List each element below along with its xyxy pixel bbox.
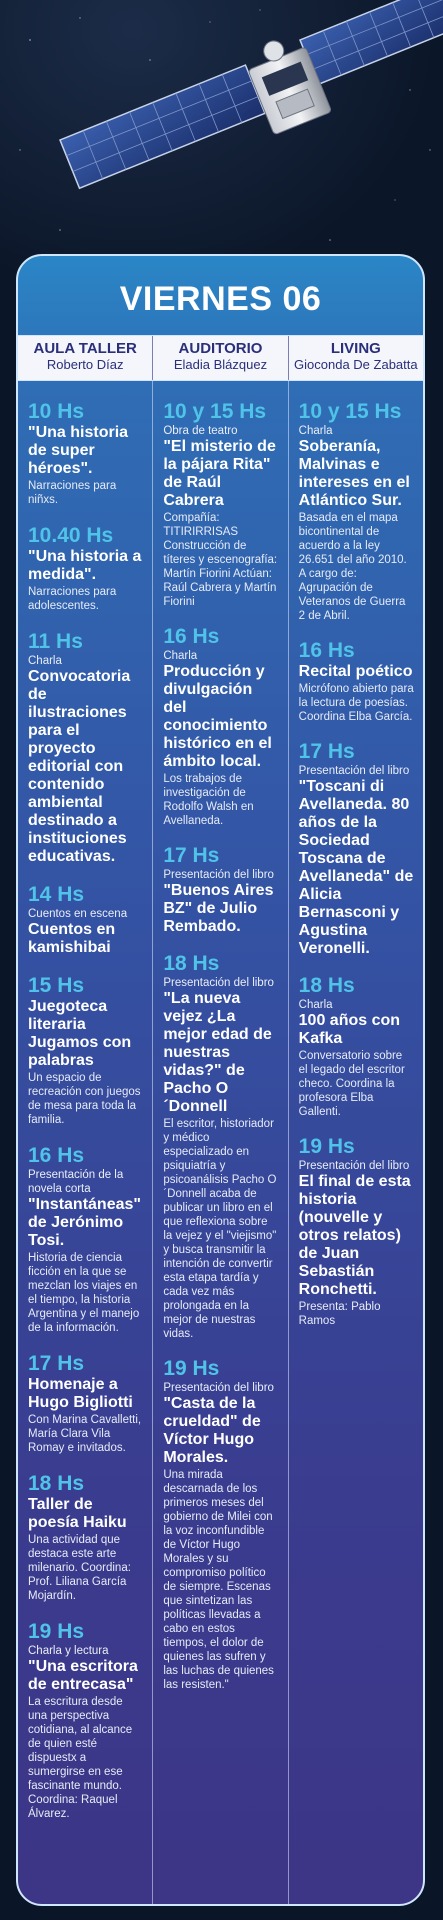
event-time: 10 Hs xyxy=(28,400,85,423)
event-time: 11 Hs xyxy=(28,630,83,653)
event-item xyxy=(163,625,278,828)
event-kind: Presentación del libro xyxy=(298,1160,410,1172)
event-time: 14 Hs xyxy=(28,883,85,906)
event-description: Un espacio de recreación con juegos de mesa para toda la familia. xyxy=(28,1072,141,1126)
room-name: AULA TALLER xyxy=(33,340,137,357)
room-person: Roberto Díaz xyxy=(46,357,124,372)
event-time: 18 Hs xyxy=(163,952,220,975)
event-time: 16 Hs xyxy=(28,1144,85,1167)
event-title: "Buenos Aires BZ" de Julio Rembado. xyxy=(163,882,274,935)
event-kind: Presentación de la novela corta xyxy=(28,1169,124,1195)
event-description: El escritor, historiador y médico especializado en psiquiatría y psicoanálisis Pacho O´Donnell acaba de publicar un libro en el que reflexiona sobre la vejez y el "viejismo" y busca transmitir la intención de convertir esta etapa tardía y cada vez más prolongada en la mejor de nuestras vidas. xyxy=(163,1118,277,1340)
event-title: "El misterio de la pájara Rita" de Raúl Cabrera xyxy=(163,438,276,509)
event-item xyxy=(299,400,414,623)
event-time: 17 Hs xyxy=(298,740,355,763)
event-item xyxy=(163,844,278,936)
schedule-panel xyxy=(16,254,425,1906)
event-item xyxy=(163,400,278,609)
event-time: 16 Hs xyxy=(298,639,355,662)
event-kind: Obra de teatro xyxy=(163,425,238,437)
event-title: "Toscani di Avellaneda. 80 años de la Sociedad Toscana de Avellaneda" de Alicia Bernasconi y Agustina Veronelli. xyxy=(298,778,414,957)
event-kind: Presentación del libro xyxy=(163,869,274,881)
event-item xyxy=(299,1135,414,1328)
event-title: "Instantáneas" de Jerónimo Tosi. xyxy=(28,1196,141,1249)
event-title: Cuentos en kamishibai xyxy=(28,921,116,956)
event-description: Una mirada descarnada de los primeros meses del gobierno de Milei con la voz inconfundible de Víctor Hugo Morales y su compromiso político de siempre. Escenas que sintetizan las políticas llevadas a cabo en estos tiempos, el dolor de quienes las sufren y las luchas de quienes las resisten." xyxy=(163,1469,274,1691)
event-title: Juegoteca literaria Jugamos con palabras xyxy=(28,998,132,1069)
event-item xyxy=(299,974,414,1119)
room-header-living xyxy=(289,336,423,380)
room-header-row xyxy=(18,335,423,381)
room-header-aula-taller xyxy=(18,336,153,380)
event-title: "Una historia a medida". xyxy=(28,548,142,583)
event-time: 10.40 Hs xyxy=(28,524,114,547)
event-title: "Una historia de super héroes". xyxy=(28,424,129,477)
event-kind: Presentación del libro xyxy=(163,977,274,989)
room-name: LIVING xyxy=(330,340,381,357)
event-description: La escritura desde una perspectiva cotidiana, al alcance de quien esté dispuestx a sumergirse en ese fascinante mundo. Coordina: Raquel Álvarez. xyxy=(28,1696,133,1820)
event-item xyxy=(299,639,414,724)
event-title: Taller de poesía Haiku xyxy=(28,1496,127,1531)
event-item xyxy=(28,974,143,1127)
event-time: 16 Hs xyxy=(163,625,220,648)
event-title: Homenaje a Hugo Bigliotti xyxy=(28,1376,133,1411)
event-title: Producción y divulgación del conocimiento histórico en el ámbito local. xyxy=(163,663,272,770)
event-kind: Charla xyxy=(28,655,62,667)
event-time: 19 Hs xyxy=(298,1135,355,1158)
event-kind: Presentación del libro xyxy=(298,765,410,777)
satellite-illustration xyxy=(0,0,443,240)
event-time: 19 Hs xyxy=(28,1620,85,1643)
event-item xyxy=(28,524,143,613)
event-time: 17 Hs xyxy=(163,844,220,867)
event-kind: Charla y lectura xyxy=(28,1645,109,1657)
event-item xyxy=(28,630,143,866)
event-title: Soberanía, Malvinas e intereses en el Atlántico Sur. xyxy=(298,438,410,509)
event-item xyxy=(28,883,143,957)
event-description: Los trabajos de investigación de Rodolfo Walsh en Avellaneda. xyxy=(163,773,254,827)
event-title: "Una escritora de entrecasa" xyxy=(28,1658,138,1693)
event-title: "Casta de la crueldad" de Víctor Hugo Morales. xyxy=(163,1395,261,1466)
column-living xyxy=(289,380,423,1906)
event-time: 18 Hs xyxy=(298,974,355,997)
event-item xyxy=(28,1144,143,1335)
event-description: Historia de ciencia ficción en la que se mezclan los viajes en el tiempo, la historia Argentina y el manejo de la información. xyxy=(28,1252,140,1334)
event-description: Compañía: TITIRIRRISAS Construcción de títeres y escenografía: Martín Fiorini Actúan: Raúl Cabrera y Martín Fiorini xyxy=(163,512,278,608)
event-description: Basada en el mapa bicontinental de acuerdo a la ley 26.651 del año 2010. A cargo de: Agrupación de Veteranos de Guerra 2 de Abril. xyxy=(298,512,407,622)
event-item xyxy=(163,952,278,1341)
event-description: Una actividad que destaca este arte milenario. Coordina: Prof. Liliana García Mojardín. xyxy=(28,1534,131,1602)
room-person: Gioconda De Zabatta xyxy=(294,357,418,372)
event-item xyxy=(28,1620,143,1821)
event-item xyxy=(28,400,143,507)
event-kind: Charla xyxy=(163,650,198,662)
column-auditorio xyxy=(153,380,288,1906)
event-description: Conversatorio sobre el legado del escritor checo. Coordina la profesora Elba Gallenti. xyxy=(298,1050,405,1118)
event-kind: Charla xyxy=(298,425,333,437)
event-kind: Charla xyxy=(298,999,333,1011)
event-time: 19 Hs xyxy=(163,1357,220,1380)
event-item xyxy=(163,1357,278,1692)
event-time: 18 Hs xyxy=(28,1472,85,1495)
event-title: El final de esta historia (nouvelle y otros relatos) de Juan Sebastián Ronchetti. xyxy=(298,1173,411,1298)
event-kind: Cuentos en escena xyxy=(28,908,128,920)
page-title: VIERNES 06 xyxy=(119,280,322,318)
event-kind: Presentación del libro xyxy=(163,1382,274,1394)
event-description: Con Marina Cavalletti, María Clara Vila Romay e invitados. xyxy=(28,1414,142,1454)
room-name: AUDITORIO xyxy=(178,340,263,357)
column-aula-taller xyxy=(18,380,153,1906)
event-title: "La nueva vejez ¿La mejor edad de nuestras vidas?" de Pacho O´Donnell xyxy=(163,990,272,1115)
event-time: 15 Hs xyxy=(28,974,85,997)
event-title: 100 años con Kafka xyxy=(298,1012,401,1047)
event-item xyxy=(299,740,414,958)
event-description: Presenta: Pablo Ramos xyxy=(298,1301,381,1327)
schedule-columns xyxy=(18,380,423,1906)
event-item xyxy=(28,1472,143,1603)
event-description: Narraciones para adolescentes. xyxy=(28,586,117,612)
room-header-auditorio xyxy=(153,336,288,380)
event-item xyxy=(28,1352,143,1455)
event-title: Convocatoria de ilustraciones para el proyecto editorial con contenido ambiental destinado a instituciones educativas. xyxy=(28,668,131,865)
event-time: 17 Hs xyxy=(28,1352,85,1375)
room-person: Eladia Blázquez xyxy=(173,357,268,372)
event-time: 10 y 15 Hs xyxy=(163,400,267,423)
event-time: 10 y 15 Hs xyxy=(298,400,402,423)
event-description: Narraciones para niñxs. xyxy=(28,480,117,506)
event-description: Micrófono abierto para la lectura de poesías. Coordina Elba García. xyxy=(298,683,414,723)
event-title: Recital poético xyxy=(298,663,413,680)
